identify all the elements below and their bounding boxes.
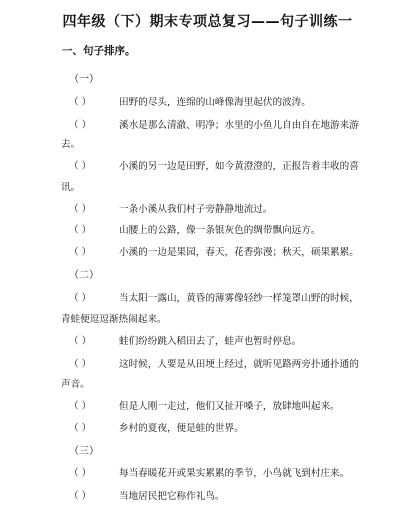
sentence-text: 一条小溪从我们村子旁静静地流过。 bbox=[119, 204, 273, 215]
sentence-line bbox=[69, 117, 359, 131]
sentence-text: 小溪的一边是果园，春天，花香弥漫；秋天，硕果累累。 bbox=[119, 247, 359, 258]
group-label-2: （二） bbox=[69, 270, 99, 281]
answer-blank[interactable]: （ ） bbox=[69, 120, 92, 131]
sentence-text: 当地居民把它称作礼鸟。 bbox=[119, 491, 225, 502]
answer-blank[interactable]: （ ） bbox=[69, 423, 92, 434]
answer-blank[interactable]: （ ） bbox=[69, 204, 92, 215]
answer-blank[interactable]: （ ） bbox=[69, 401, 92, 412]
sentence-text: 田野的尽头，连绵的山峰像海里起伏的波涛。 bbox=[119, 97, 311, 108]
answer-blank[interactable]: （ ） bbox=[69, 468, 92, 479]
sentence-text: 但是人刚一走过，他们又扯开嗓子，放肆地叫起来。 bbox=[119, 401, 340, 412]
answer-blank[interactable]: （ ） bbox=[69, 293, 92, 304]
sentence-line bbox=[69, 333, 301, 347]
answer-blank[interactable]: （ ） bbox=[69, 336, 92, 347]
sentence-continuation: 声音。 bbox=[61, 379, 90, 390]
sentence-text: 这时候，人要是从田埂上经过，就听见路两旁扑通扑通的 bbox=[119, 359, 359, 370]
sentence-line bbox=[69, 201, 273, 215]
sentence-line bbox=[69, 356, 359, 370]
sentence-text: 乡村的夏夜，便是蛙的世界。 bbox=[119, 423, 244, 434]
sentence-continuation: 去。 bbox=[61, 139, 81, 150]
sentence-line bbox=[69, 94, 311, 108]
answer-blank[interactable]: （ ） bbox=[69, 97, 92, 108]
sentence-text: 小溪的另一边是田野，如今黄澄澄的，正报告着丰收的喜 bbox=[119, 161, 359, 172]
page-title: 四年级（下）期末专项总复习——句子训练一 bbox=[62, 14, 353, 30]
sentence-line bbox=[69, 158, 359, 172]
sentence-continuation: 讯。 bbox=[61, 182, 81, 193]
group-label-1: （一） bbox=[69, 74, 99, 85]
sentence-continuation: 青蛙便逗逗渐热闹起来。 bbox=[61, 314, 167, 325]
sentence-text: 蛙们纷纷跳入稻田去了，蛙声也暂时停息。 bbox=[119, 336, 302, 347]
sentence-text: 每当春暖花开或果实累累的季节，小鸟就飞到村庄来。 bbox=[119, 468, 350, 479]
answer-blank[interactable]: （ ） bbox=[69, 359, 92, 370]
answer-blank[interactable]: （ ） bbox=[69, 161, 92, 172]
answer-blank[interactable]: （ ） bbox=[69, 225, 92, 236]
sentence-text: 溪水是那么清澈、明净；水里的小鱼儿自由自在地游来游 bbox=[119, 120, 359, 131]
section-heading: 一、句子排序。 bbox=[62, 45, 136, 57]
sentence-line bbox=[69, 465, 349, 479]
sentence-text: 当太阳一露山，黄昏的薄雾像轻纱一样笼罩山野的时候， bbox=[119, 293, 359, 304]
group-label-3: （三） bbox=[69, 446, 99, 457]
answer-blank[interactable]: （ ） bbox=[69, 491, 92, 502]
sentence-line bbox=[69, 488, 225, 502]
sentence-line bbox=[69, 398, 340, 412]
sentence-line bbox=[69, 244, 359, 258]
sentence-line bbox=[69, 222, 320, 236]
sentence-line bbox=[69, 420, 244, 434]
sentence-text: 山腰上的公路，像一条银灰色的绸带飘向远方。 bbox=[119, 225, 321, 236]
sentence-line bbox=[69, 290, 359, 304]
answer-blank[interactable]: （ ） bbox=[69, 247, 92, 258]
